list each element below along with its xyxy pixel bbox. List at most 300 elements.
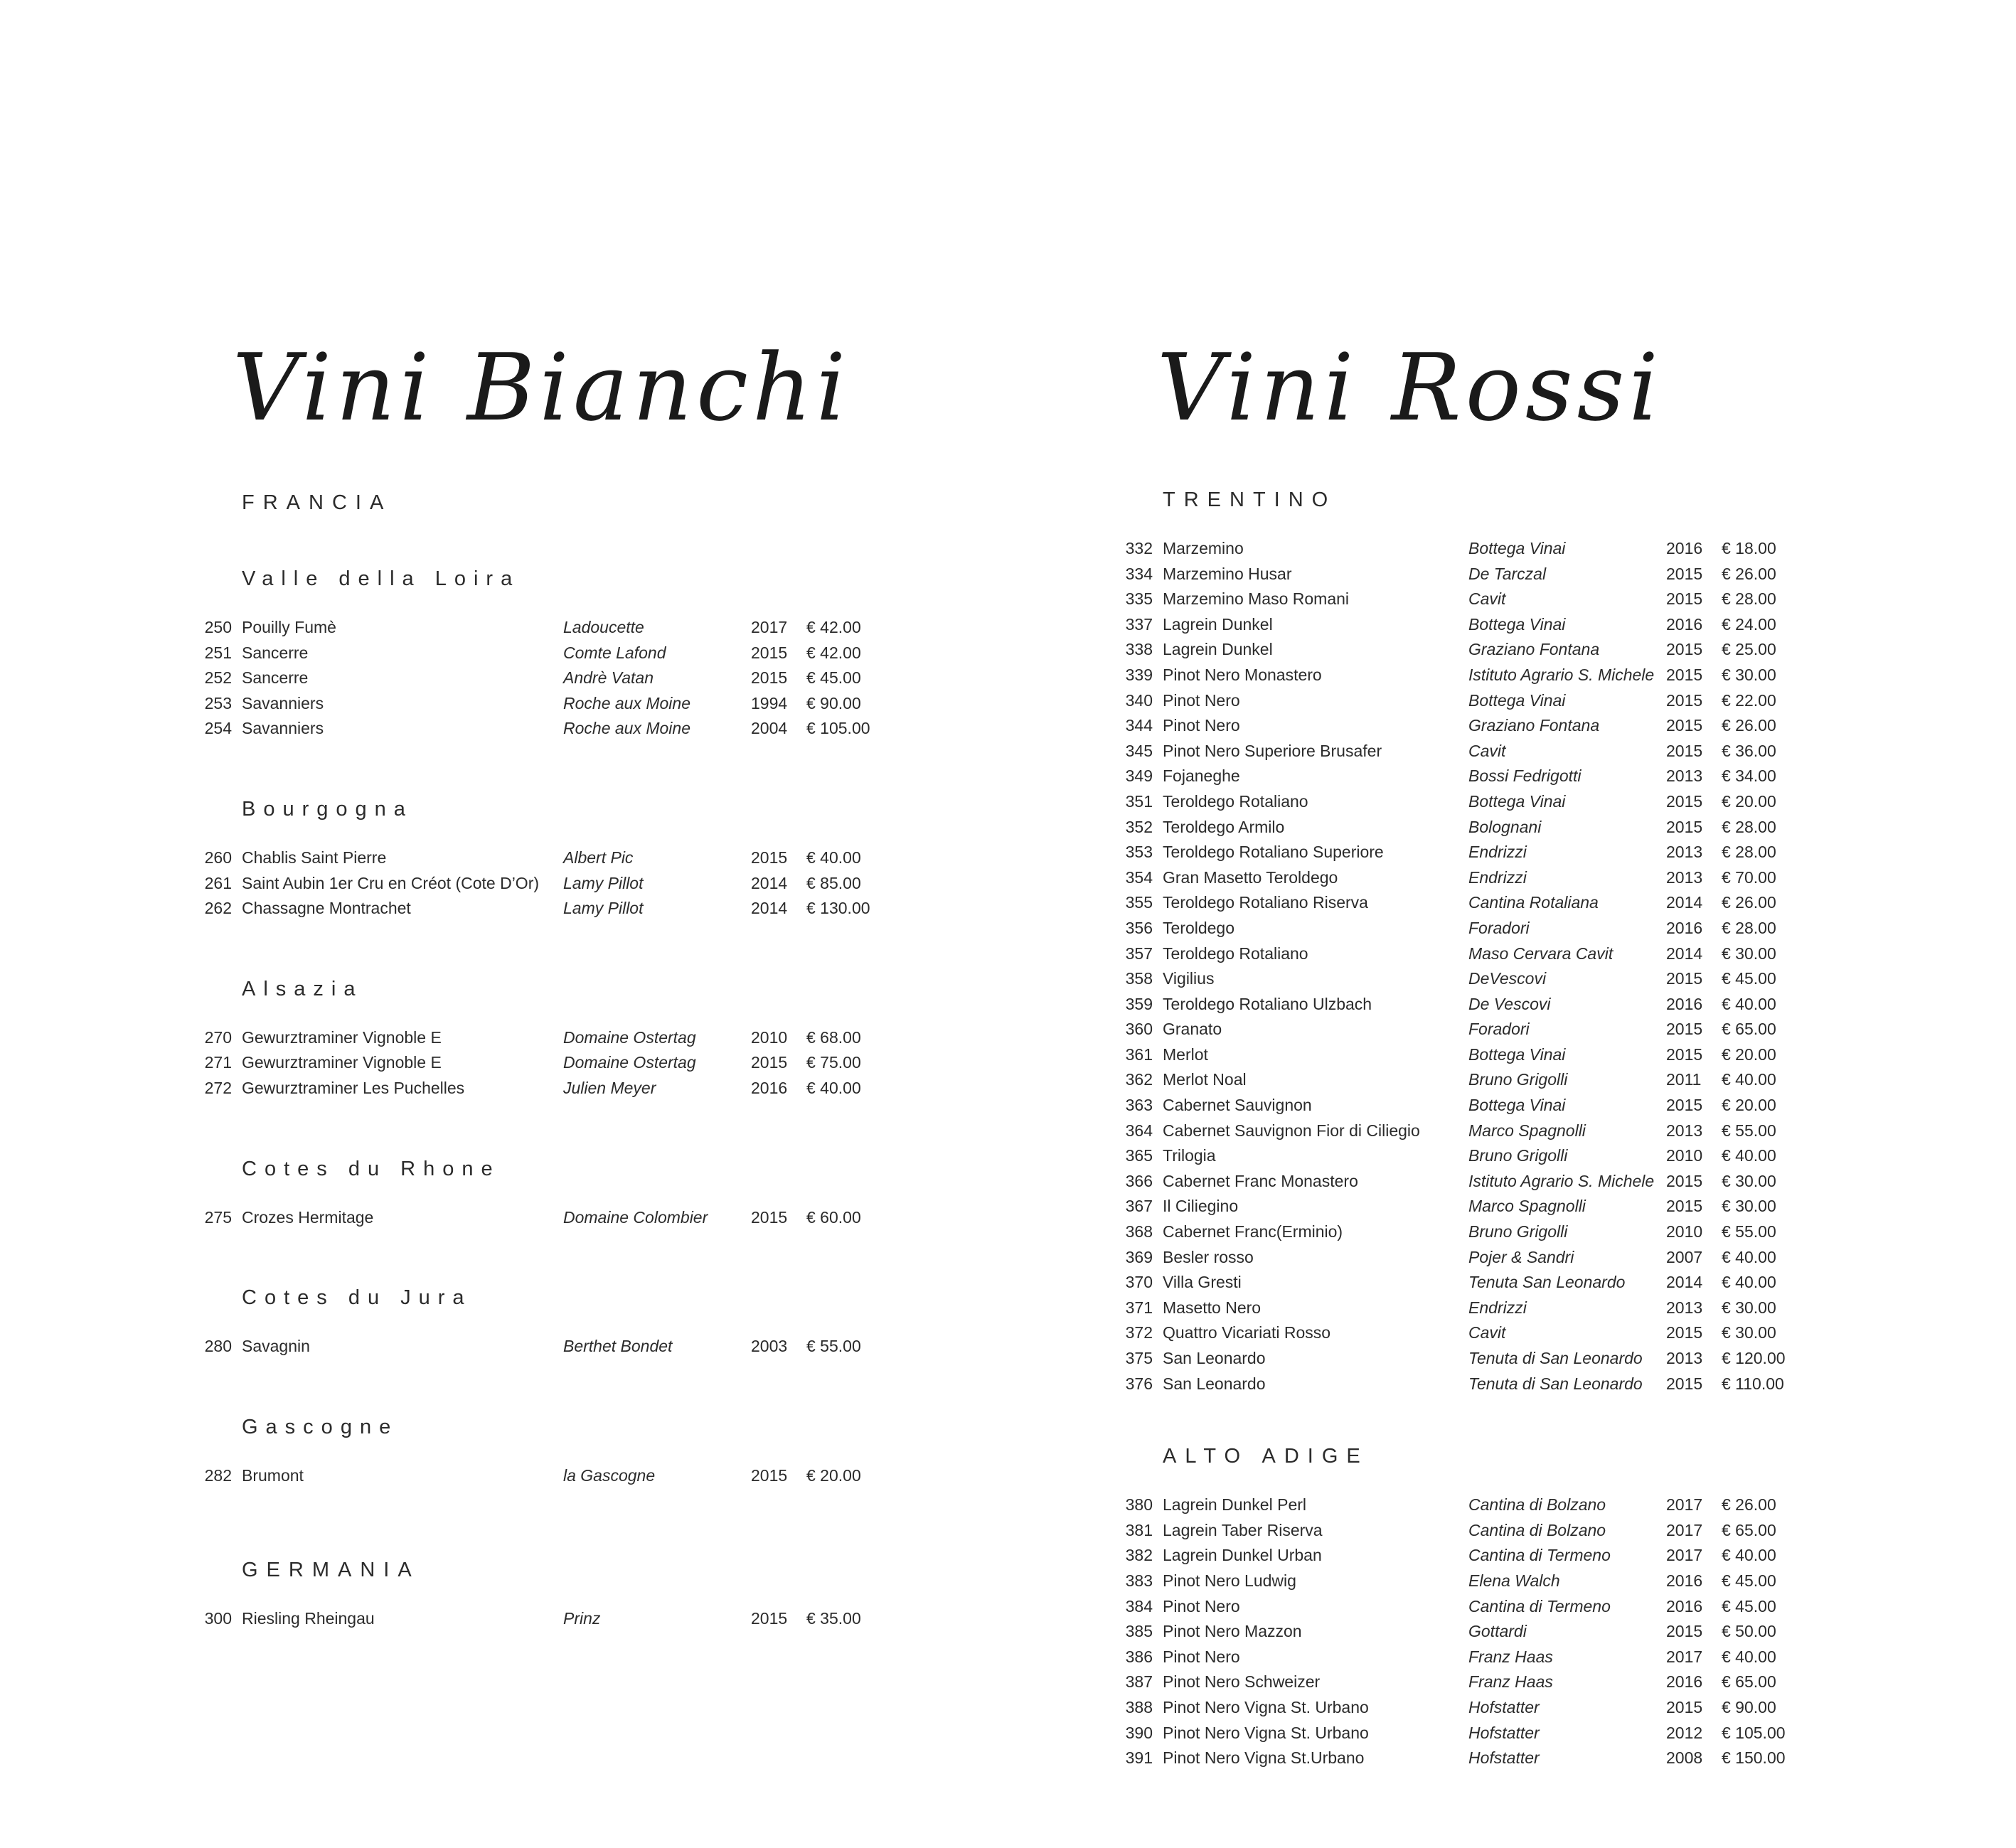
spacer — [193, 1183, 905, 1205]
wine-vintage: 2015 — [1666, 1197, 1703, 1216]
wine-producer: Bottega Vinai — [1468, 791, 1566, 811]
wine-number: 355 — [1125, 893, 1153, 912]
wine-name: Sancerre — [242, 668, 309, 688]
wine-price: € 40.00 — [1722, 1247, 1776, 1266]
wine-vintage: 2015 — [1666, 640, 1703, 659]
wine-vintage: 2015 — [751, 1609, 788, 1628]
wine-price: € 20.00 — [1722, 1096, 1776, 1115]
wine-vintage: 2015 — [1666, 690, 1703, 710]
wine-number: 367 — [1125, 1197, 1153, 1216]
spacer — [193, 823, 905, 845]
wine-price: € 26.00 — [1722, 564, 1776, 583]
wine-vintage: 2016 — [1666, 1596, 1703, 1615]
wine-row — [1114, 536, 1968, 562]
wine-producer: Marco Spagnolli — [1468, 1121, 1586, 1140]
wine-number: 380 — [1125, 1495, 1153, 1515]
wine-price: € 150.00 — [1722, 1748, 1786, 1768]
wine-number: 280 — [204, 1337, 232, 1356]
wine-name: Marzemino Maso Romani — [1163, 589, 1350, 609]
wine-price: € 28.00 — [1722, 918, 1776, 937]
wine-producer: Lamy Pillot — [563, 899, 644, 918]
wine-name: Gewurztraminer Les Puchelles — [242, 1078, 465, 1097]
wine-producer: Bruno Grigolli — [1468, 1070, 1568, 1089]
wine-number: 262 — [204, 899, 232, 918]
wine-name: Fojaneghe — [1163, 767, 1240, 786]
wine-price: € 36.00 — [1722, 741, 1776, 760]
wine-producer: Graziano Fontana — [1468, 640, 1600, 659]
wine-price: € 30.00 — [1722, 1171, 1776, 1190]
wine-price: € 130.00 — [806, 899, 870, 918]
wine-name: Pinot Nero Vigna St. Urbano — [1163, 1723, 1369, 1742]
wine-number: 300 — [204, 1609, 232, 1628]
wine-producer: Hofstatter — [1468, 1748, 1540, 1768]
wine-row — [193, 1076, 905, 1101]
wine-producer: Prinz — [563, 1609, 601, 1628]
wine-number: 261 — [204, 873, 232, 892]
wine-number: 251 — [204, 643, 232, 662]
wine-number: 383 — [1125, 1571, 1153, 1590]
wine-price: € 45.00 — [1722, 1571, 1776, 1590]
wine-producer: Tenuta San Leonardo — [1468, 1273, 1626, 1292]
wine-producer: Cantina di Bolzano — [1468, 1495, 1606, 1515]
wine-price: € 28.00 — [1722, 817, 1776, 836]
wine-list — [193, 1606, 905, 1632]
wine-price: € 60.00 — [806, 1207, 861, 1227]
wine-name: Lagrein Dunkel — [1163, 614, 1273, 634]
wine-number: 368 — [1125, 1222, 1153, 1241]
wine-producer: Domaine Ostertag — [563, 1027, 696, 1047]
wine-price: € 28.00 — [1722, 843, 1776, 862]
wine-number: 254 — [204, 719, 232, 738]
wine-vintage: 2015 — [751, 1207, 788, 1227]
wine-producer: De Vescovi — [1468, 994, 1551, 1013]
wine-row — [1114, 1219, 1968, 1245]
wine-vintage: 2015 — [751, 848, 788, 867]
wine-row — [193, 1050, 905, 1076]
wine-number: 271 — [204, 1053, 232, 1072]
wine-name: Pinot Nero Schweizer — [1163, 1672, 1321, 1692]
wine-vintage: 2013 — [1666, 843, 1703, 862]
wine-vintage: 2014 — [1666, 1273, 1703, 1292]
wine-producer: Bottega Vinai — [1468, 1045, 1566, 1064]
wine-row — [193, 1606, 905, 1632]
wine-producer: Elena Walch — [1468, 1571, 1560, 1590]
wine-vintage: 2015 — [751, 1465, 788, 1485]
wine-price: € 40.00 — [1722, 1273, 1776, 1292]
wine-name: Trilogia — [1163, 1146, 1216, 1165]
wine-name: Teroldego Armilo — [1163, 817, 1285, 836]
wine-producer: Bottega Vinai — [1468, 539, 1566, 557]
red-wines-sections — [1114, 486, 1968, 1771]
wine-vintage: 2015 — [1666, 741, 1703, 760]
wine-producer: Roche aux Moine — [563, 719, 690, 738]
wine-name: Savanniers — [242, 693, 324, 712]
wine-producer: Andrè Vatan — [563, 668, 654, 688]
wine-price: € 65.00 — [1722, 1672, 1776, 1692]
wine-row — [1114, 764, 1968, 789]
wine-row — [1114, 688, 1968, 714]
wine-name: Merlot — [1163, 1045, 1208, 1064]
wine-row — [1114, 1372, 1968, 1397]
wine-vintage: 2014 — [1666, 944, 1703, 963]
wine-producer: Maso Cervara Cavit — [1468, 944, 1614, 963]
wine-producer: Bottega Vinai — [1468, 1096, 1566, 1115]
wine-vintage: 2015 — [1666, 564, 1703, 583]
wine-price: € 110.00 — [1722, 1374, 1784, 1393]
wine-number: 332 — [1125, 539, 1153, 557]
wine-vintage: 2015 — [751, 668, 788, 688]
wine-number: 387 — [1125, 1672, 1153, 1692]
wine-number: 386 — [1125, 1647, 1153, 1666]
wine-price: € 42.00 — [806, 643, 861, 662]
wine-number: 250 — [204, 618, 232, 636]
wine-producer: Foradori — [1468, 1020, 1530, 1039]
wine-list — [193, 615, 905, 742]
wine-row — [1114, 1346, 1968, 1372]
wine-name: Merlot Noal — [1163, 1070, 1247, 1089]
wine-producer: De Tarczal — [1468, 564, 1547, 583]
wine-producer: Bolognani — [1468, 817, 1542, 836]
wine-producer: Cantina Rotaliana — [1468, 893, 1599, 912]
wine-price: € 45.00 — [806, 668, 861, 688]
wine-price: € 30.00 — [1722, 944, 1776, 963]
wine-producer: Endrizzi — [1468, 1298, 1527, 1317]
wine-producer: Cantina di Termeno — [1468, 1546, 1611, 1565]
wine-row — [1114, 1695, 1968, 1721]
country-heading: TRENTINO — [1163, 488, 1337, 511]
wine-price: € 30.00 — [1722, 1323, 1776, 1342]
region-heading: Gascogne — [242, 1415, 399, 1438]
wine-row — [1114, 1492, 1968, 1518]
wine-number: 282 — [204, 1465, 232, 1485]
wine-price: € 25.00 — [1722, 640, 1776, 659]
wine-vintage: 2016 — [1666, 994, 1703, 1013]
wine-name: Cabernet Sauvignon Fior di Ciliegio — [1163, 1121, 1420, 1140]
wine-vintage: 2015 — [1666, 665, 1703, 684]
wine-number: 345 — [1125, 741, 1153, 760]
wine-vintage: 2004 — [751, 719, 788, 738]
wine-price: € 40.00 — [806, 1078, 861, 1097]
wine-name: Quattro Vicariati Rosso — [1163, 1323, 1331, 1342]
wine-name: Teroldego Rotaliano Ulzbach — [1163, 994, 1372, 1013]
wine-name: Lagrein Taber Riserva — [1163, 1520, 1323, 1539]
wine-producer: Hofstatter — [1468, 1723, 1540, 1742]
wine-number: 252 — [204, 668, 232, 688]
wine-name: Pinot Nero — [1163, 1596, 1240, 1615]
wine-row — [1114, 1619, 1968, 1645]
spacer — [193, 1360, 905, 1413]
wine-price: € 55.00 — [1722, 1222, 1776, 1241]
wine-name: Chablis Saint Pierre — [242, 848, 387, 867]
spacer — [193, 1230, 905, 1283]
spacer — [1114, 1470, 1968, 1492]
wine-row — [193, 871, 905, 897]
wine-producer: Istituto Agrario S. Michele — [1468, 1171, 1655, 1190]
wine-number: 335 — [1125, 589, 1153, 609]
wine-producer: Roche aux Moine — [563, 693, 690, 712]
wine-producer: Pojer & Sandri — [1468, 1247, 1574, 1266]
country-heading: GERMANIA — [242, 1559, 420, 1582]
wine-producer: Istituto Agrario S. Michele — [1468, 665, 1655, 684]
wine-price: € 26.00 — [1722, 893, 1776, 912]
wine-vintage: 2012 — [1666, 1723, 1703, 1742]
wine-price: € 20.00 — [1722, 791, 1776, 811]
wine-list — [193, 1463, 905, 1489]
wine-vintage: 2015 — [1666, 969, 1703, 988]
wine-vintage: 2015 — [1666, 1323, 1703, 1342]
wine-producer: Foradori — [1468, 918, 1530, 937]
wine-number: 353 — [1125, 843, 1153, 862]
wine-producer: la Gascogne — [563, 1465, 656, 1485]
wine-name: Lagrein Dunkel Perl — [1163, 1495, 1307, 1515]
wine-number: 372 — [1125, 1323, 1153, 1342]
wine-number: 358 — [1125, 969, 1153, 988]
wine-price: € 40.00 — [1722, 1647, 1776, 1666]
wine-producer: Cavit — [1468, 589, 1506, 609]
wine-name: Teroldego Rotaliano — [1163, 944, 1308, 963]
wine-number: 364 — [1125, 1121, 1153, 1140]
wine-price: € 34.00 — [1722, 767, 1776, 786]
wine-producer: Franz Haas — [1468, 1672, 1553, 1692]
wine-producer: DeVescovi — [1468, 969, 1547, 988]
wine-row — [1114, 1746, 1968, 1771]
wine-number: 351 — [1125, 791, 1153, 811]
wine-row — [193, 1334, 905, 1360]
wine-price: € 55.00 — [806, 1337, 861, 1356]
wine-row — [1114, 1245, 1968, 1271]
wine-row — [1114, 739, 1968, 764]
wine-row — [193, 615, 905, 641]
wine-price: € 40.00 — [1722, 1070, 1776, 1089]
region-heading: Alsazia — [242, 977, 363, 1000]
wine-row — [193, 1025, 905, 1051]
country-heading: FRANCIA — [242, 491, 393, 514]
wine-vintage: 2015 — [1666, 1374, 1703, 1393]
wine-row — [1114, 637, 1968, 663]
wine-name: Gewurztraminer Vignoble E — [242, 1027, 442, 1047]
wine-name: Granato — [1163, 1020, 1222, 1039]
wine-name: Teroldego Rotaliano — [1163, 791, 1308, 811]
wine-vintage: 2010 — [1666, 1146, 1703, 1165]
wine-producer: Domaine Ostertag — [563, 1053, 696, 1072]
wine-row — [1114, 916, 1968, 941]
wine-price: € 45.00 — [1722, 969, 1776, 988]
wine-producer: Marco Spagnolli — [1468, 1197, 1586, 1216]
wine-number: 253 — [204, 693, 232, 712]
wine-list — [193, 1205, 905, 1231]
wine-row — [1114, 1093, 1968, 1118]
wine-row — [1114, 992, 1968, 1018]
wine-price: € 90.00 — [806, 693, 861, 712]
wine-list — [193, 845, 905, 922]
wine-row — [193, 1463, 905, 1489]
wine-number: 362 — [1125, 1070, 1153, 1089]
wine-row — [1114, 1296, 1968, 1321]
wine-price: € 120.00 — [1722, 1349, 1786, 1367]
wine-vintage: 2016 — [1666, 918, 1703, 937]
wine-vintage: 2011 — [1666, 1070, 1702, 1089]
wine-name: Il Ciliegino — [1163, 1197, 1239, 1216]
wine-number: 390 — [1125, 1723, 1153, 1742]
wine-name: San Leonardo — [1163, 1374, 1266, 1393]
spacer — [193, 1101, 905, 1155]
spacer — [193, 742, 905, 795]
wine-vintage: 2015 — [1666, 589, 1703, 609]
wine-number: 365 — [1125, 1146, 1153, 1165]
wine-row — [193, 691, 905, 717]
wine-vintage: 2013 — [1666, 1298, 1703, 1317]
wine-name: Pinot Nero Monastero — [1163, 665, 1322, 684]
wine-name: Lagrein Dunkel — [1163, 640, 1273, 659]
wine-name: Pouilly Fumè — [242, 618, 336, 636]
wine-vintage: 2013 — [1666, 767, 1703, 786]
wine-row — [1114, 815, 1968, 840]
wine-vintage: 2016 — [1666, 614, 1703, 634]
wine-price: € 30.00 — [1722, 1197, 1776, 1216]
wine-name: Crozes Hermitage — [242, 1207, 374, 1227]
wine-vintage: 2017 — [751, 618, 788, 636]
wine-price: € 22.00 — [1722, 690, 1776, 710]
wine-producer: Bossi Fedrigotti — [1468, 767, 1582, 786]
wine-producer: Bruno Grigolli — [1468, 1146, 1568, 1165]
wine-vintage: 2015 — [1666, 791, 1703, 811]
wine-number: 356 — [1125, 918, 1153, 937]
wine-vintage: 2016 — [1666, 1672, 1703, 1692]
wine-number: 366 — [1125, 1171, 1153, 1190]
wine-row — [1114, 1194, 1968, 1219]
wine-name: Brumont — [242, 1465, 304, 1485]
wine-producer: Ladoucette — [563, 618, 644, 636]
wine-name: Pinot Nero — [1163, 716, 1240, 735]
wine-row — [1114, 1042, 1968, 1068]
wine-producer: Franz Haas — [1468, 1647, 1553, 1666]
wine-vintage: 2008 — [1666, 1748, 1703, 1768]
wine-price: € 20.00 — [806, 1465, 861, 1485]
wine-vintage: 2013 — [1666, 1121, 1703, 1140]
region-heading: Bourgogna — [242, 797, 413, 821]
spacer — [193, 1584, 905, 1606]
wine-row — [1114, 966, 1968, 992]
wine-number: 275 — [204, 1207, 232, 1227]
wine-number: 388 — [1125, 1697, 1153, 1716]
wine-price: € 30.00 — [1722, 1298, 1776, 1317]
wine-vintage: 2003 — [751, 1337, 788, 1356]
wine-producer: Endrizzi — [1468, 843, 1527, 862]
wine-producer: Gottardi — [1468, 1622, 1527, 1641]
wine-vintage: 2016 — [751, 1078, 788, 1097]
wine-vintage: 2013 — [1666, 1349, 1703, 1367]
wine-name: Savanniers — [242, 719, 324, 738]
wine-number: 354 — [1125, 867, 1153, 887]
wine-number: 270 — [204, 1027, 232, 1047]
wine-vintage: 2015 — [1666, 1697, 1703, 1716]
region-heading: Cotes du Rhone — [242, 1157, 501, 1180]
wine-row — [1114, 1270, 1968, 1296]
wine-number: 382 — [1125, 1546, 1153, 1565]
wine-vintage: 2015 — [1666, 817, 1703, 836]
wine-price: € 105.00 — [1722, 1723, 1786, 1742]
wine-number: 260 — [204, 848, 232, 867]
wine-price: € 50.00 — [1722, 1622, 1776, 1641]
spacer — [1114, 514, 1968, 536]
wine-row — [1114, 713, 1968, 739]
spacer — [193, 1488, 905, 1556]
wine-producer: Cantina di Bolzano — [1468, 1520, 1606, 1539]
wine-price: € 26.00 — [1722, 716, 1776, 735]
wine-name: Pinot Nero Superiore Brusafer — [1163, 741, 1382, 760]
wine-name: Vigilius — [1163, 969, 1215, 988]
wine-number: 340 — [1125, 690, 1153, 710]
wine-vintage: 2010 — [751, 1027, 788, 1047]
wine-price: € 18.00 — [1722, 539, 1776, 557]
wine-price: € 70.00 — [1722, 867, 1776, 887]
wine-price: € 28.00 — [1722, 589, 1776, 609]
wine-name: Pinot Nero Mazzon — [1163, 1622, 1302, 1641]
wine-producer: Comte Lafond — [563, 643, 666, 662]
wine-producer: Cavit — [1468, 741, 1506, 760]
wine-price: € 20.00 — [1722, 1045, 1776, 1064]
wine-row — [1114, 941, 1968, 967]
wine-price: € 40.00 — [1722, 994, 1776, 1013]
wine-name: Riesling Rheingau — [242, 1609, 375, 1628]
spacer — [193, 517, 905, 565]
wine-row — [193, 666, 905, 691]
wine-row — [1114, 1645, 1968, 1670]
wine-name: Besler rosso — [1163, 1247, 1254, 1266]
wine-vintage: 2015 — [751, 643, 788, 662]
wine-row — [1114, 1118, 1968, 1144]
wine-price: € 40.00 — [806, 848, 861, 867]
wine-number: 359 — [1125, 994, 1153, 1013]
wine-producer: Tenuta di San Leonardo — [1468, 1374, 1643, 1393]
wine-producer: Cantina di Termeno — [1468, 1596, 1611, 1615]
wine-row — [193, 716, 905, 742]
wine-name: Villa Gresti — [1163, 1273, 1242, 1292]
wine-price: € 45.00 — [1722, 1596, 1776, 1615]
wine-name: Sancerre — [242, 643, 309, 662]
wine-vintage: 2015 — [1666, 1045, 1703, 1064]
wine-name: Savagnin — [242, 1337, 310, 1356]
wine-producer: Cavit — [1468, 1323, 1506, 1342]
wine-producer: Lamy Pillot — [563, 873, 644, 892]
wine-vintage: 2007 — [1666, 1247, 1703, 1266]
wine-list — [193, 1334, 905, 1360]
wine-name: Cabernet Franc Monastero — [1163, 1171, 1358, 1190]
spacer — [193, 593, 905, 615]
wine-name: Gewurztraminer Vignoble E — [242, 1053, 442, 1072]
wine-row — [193, 641, 905, 666]
wine-vintage: 2015 — [1666, 1171, 1703, 1190]
wine-vintage: 2015 — [1666, 1622, 1703, 1641]
wine-producer: Graziano Fontana — [1468, 716, 1600, 735]
wine-vintage: 2015 — [1666, 1020, 1703, 1039]
white-wines-sections — [193, 488, 905, 1632]
wine-price: € 75.00 — [806, 1053, 861, 1072]
wine-row — [1114, 1143, 1968, 1169]
wine-row — [193, 896, 905, 922]
wine-vintage: 2016 — [1666, 539, 1703, 557]
wine-name: Cabernet Franc(Erminio) — [1163, 1222, 1343, 1241]
wine-name: Marzemino Husar — [1163, 564, 1292, 583]
page-title: Vini Bianchi — [233, 333, 850, 442]
wine-vintage: 2014 — [751, 899, 788, 918]
wine-row — [1114, 890, 1968, 916]
wine-price: € 35.00 — [806, 1609, 861, 1628]
wine-price: € 65.00 — [1722, 1520, 1776, 1539]
wine-name: Marzemino — [1163, 539, 1244, 557]
wine-number: 337 — [1125, 614, 1153, 634]
wine-vintage: 2016 — [1666, 1571, 1703, 1590]
